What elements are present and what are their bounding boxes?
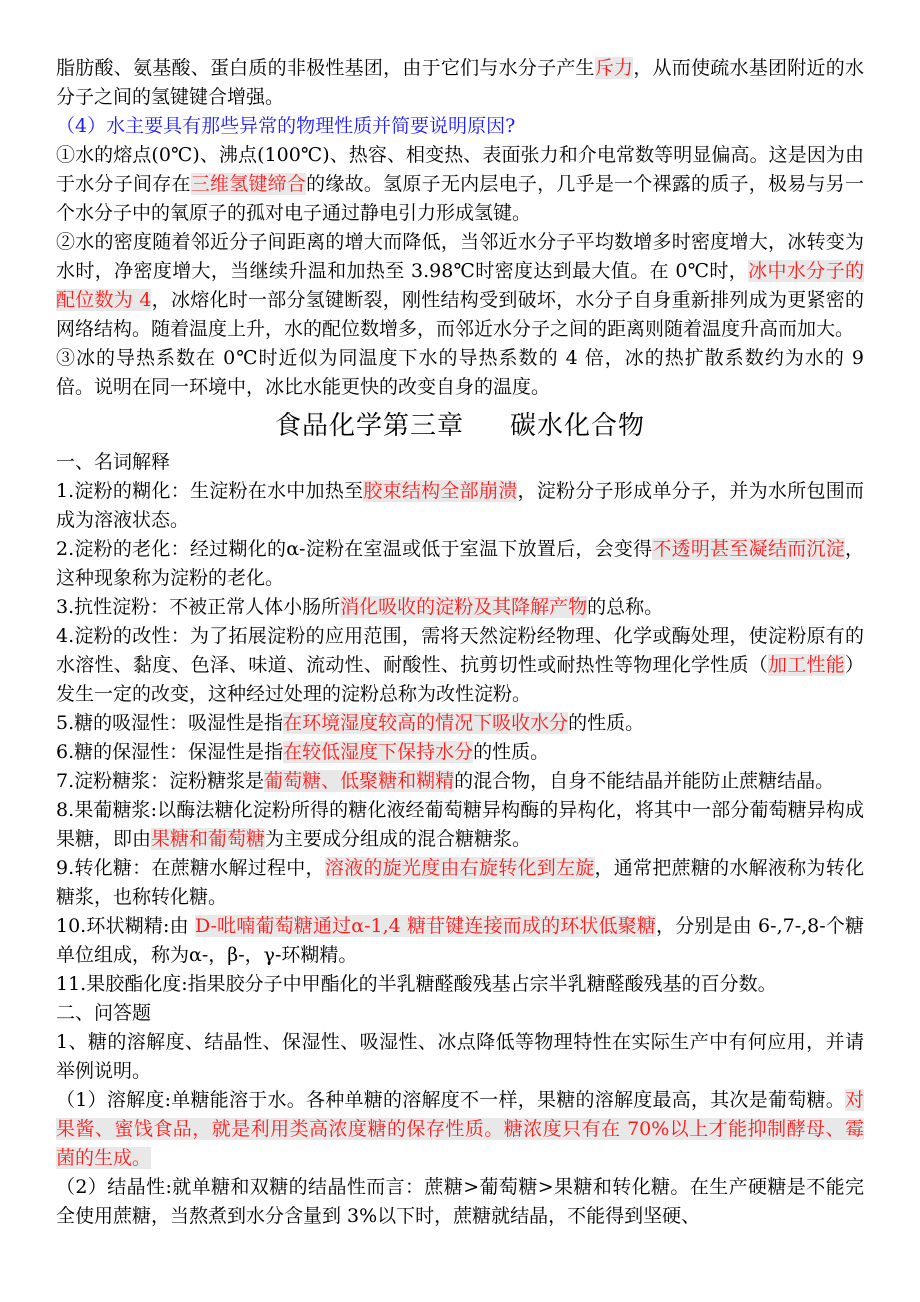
highlight: 溶液的旋光度由右旋转化到左旋 [324,857,595,879]
answer-solubility [56,1086,864,1173]
highlight: 对果酱、蜜饯食品，就是利用类高浓度糖的保存性质。糖浓度只有在 70%以上才能抑制酵母、霉菌的生成。 [56,1089,864,1169]
text: 3.抗性淀粉：不被正常人体小肠所 [56,596,341,618]
chapter-title-left: 食品化学第三章 [274,411,464,441]
paragraph-water-3: ③冰的导热系数在 0℃时近似为同温度下水的导热系数的 4 倍，冰的热扩散系数约为水的 9 倍。说明在同一环境中，冰比水能更快的改变自身的温度。 [56,347,864,398]
definition-1 [56,477,864,535]
highlight: 在较低湿度下保持水分 [283,741,474,763]
definition-2 [56,535,864,593]
definition-4 [56,622,864,709]
text: ，冰熔化时一部分氢键断裂，刚性结构受到破坏，水分子自身重新排列成为更紧密的网络结构。随着温度上升，水的配位数增多，而邻近水分子之间的距离则随着温度升高而加大。 [56,289,864,340]
definition-6 [56,738,864,767]
text: 6.糖的保湿性：保湿性是指 [56,741,284,763]
definition-9 [56,854,864,912]
text: 8.果葡糖浆:以酶法糖化淀粉所得的糖化液经葡萄糖异构酶的异构化，将其中一部分葡萄糖异构成果糖，即由 [56,799,864,850]
highlight: 在环境湿度较高的情况下吸收水分 [283,712,569,734]
section-heading-questions: 二、问答题 [56,1002,152,1024]
highlight: 三维氢键缔合 [190,173,307,195]
highlight: 果糖和葡萄糖 [151,828,266,850]
text: ，淀粉分子形成单分子，并为水所包围而成为溶液状态。 [56,480,864,531]
text: ①水的熔点(0℃)、沸点(100℃)、热容、相变热、表面张力和介电常数等明显偏高。这是因为由于水分子间存在 [56,144,864,195]
text: 的缘故。氢原子无内层电子，几乎是一个裸露的质子，极易与另一个水分子中的氧原子的孤对电子通过静电引力形成氢键。 [56,173,864,224]
text: 4.淀粉的改性：为了拓展淀粉的应用范围，需将天然淀粉经物理、化学或酶处理，使淀粉原有的水溶性、黏度、色泽、味道、流动性、耐酸性、抗剪切性或耐热性等物理化学性质（ [56,625,864,676]
highlight: 冰中水分子的配位数为 4 [56,260,864,311]
definition-11: 11.果胶酯化度:指果胶分子中甲酯化的半乳糖醛酸残基占宗半乳糖醛酸残基的百分数。 [56,973,777,995]
highlight: 加工性能 [767,654,845,676]
text: 脂肪酸、氨基酸、蛋白质的非极性基团，由于它们与水分子产生 [56,57,595,79]
paragraph-water-1 [56,141,864,228]
definition-7 [56,767,864,796]
chapter-title-right: 碳水化合物 [510,411,646,441]
text: 1.淀粉的糊化：生淀粉在水中加热至 [56,480,364,502]
text: 的总称。 [587,596,664,618]
text: 的混合物，自身不能结晶并能防止蔗糖结晶。 [454,770,835,792]
text: 2.淀粉的老化：经过糊化的α-淀粉在室温或低于室温下放置后，会变得 [56,538,653,560]
text: ，通常把蔗糖的水解液称为转化糖浆，也称转化糖。 [56,857,864,908]
paragraph-water-2 [56,228,864,344]
text: 为主要成分组成的混合糖糖浆。 [265,828,532,850]
highlight: 斥力 [594,57,634,79]
text: 5.糖的吸湿性：吸湿性是指 [56,712,284,734]
definition-3 [56,593,864,622]
answer-crystallinity: （2）结晶性:就单糖和双糖的结晶性而言：蔗糖>葡萄糖>果糖和转化糖。在生产硬糖是不能完全使用蔗糖，当熬煮到水分含量到 3%以下时，蔗糖就结晶，不能得到坚硬、 [56,1176,864,1227]
definition-5 [56,709,864,738]
highlight: 胶束结构全部崩溃 [363,480,518,502]
text: 10.环状糊精:由 [56,915,195,937]
text: ）发生一定的改变，这种经过处理的淀粉总称为改性淀粉。 [56,654,864,705]
highlight: D-吡喃葡萄糖通过α-1,4 糖苷键连接而成的环状低聚糖 [194,915,657,937]
text: ，从而使疏水基团附近的水分子之间的氢键键合增强。 [56,57,864,108]
text: 的性质。 [568,712,645,734]
paragraph-hydrophobic [56,54,864,112]
definition-8 [56,796,864,854]
text: ，这种现象称为淀粉的老化。 [56,538,864,589]
highlight: 消化吸收的淀粉及其降解产物 [340,596,588,618]
question-4: （4）水主要具有那些异常的物理性质并简要说明原因? [56,115,516,137]
highlight: 不透明甚至凝结而沉淀 [652,538,845,560]
text: 的性质。 [473,741,550,763]
text: ，分别是由 6-,7-,8-个糖单位组成，称为α-，β-，γ-环糊精。 [56,915,864,966]
text: 7.淀粉糖浆：淀粉糖浆是 [56,770,265,792]
question-1: 1、糖的溶解度、结晶性、保湿性、吸湿性、冰点降低等物理特性在实际生产中有何应用，并请举例说明。 [56,1031,864,1082]
text: 9.转化糖：在蔗糖水解过程中， [56,857,325,879]
chapter-title [56,406,864,446]
text: （1）溶解度:单糖能溶于水。各种单糖的溶解度不一样，果糖的溶解度最高，其次是葡萄糖。 [56,1089,845,1111]
section-heading-definitions: 一、名词解释 [56,451,171,473]
text: ②水的密度随着邻近分子间距离的增大而降低，当邻近水分子平均数增多时密度增大，冰转变为水时，净密度增大，当继续升温和加热至 3.98℃时密度达到最大值。在 0℃时， [56,231,864,282]
highlight: 葡萄糖、低聚糖和糊精 [264,770,455,792]
definition-10 [56,912,864,970]
